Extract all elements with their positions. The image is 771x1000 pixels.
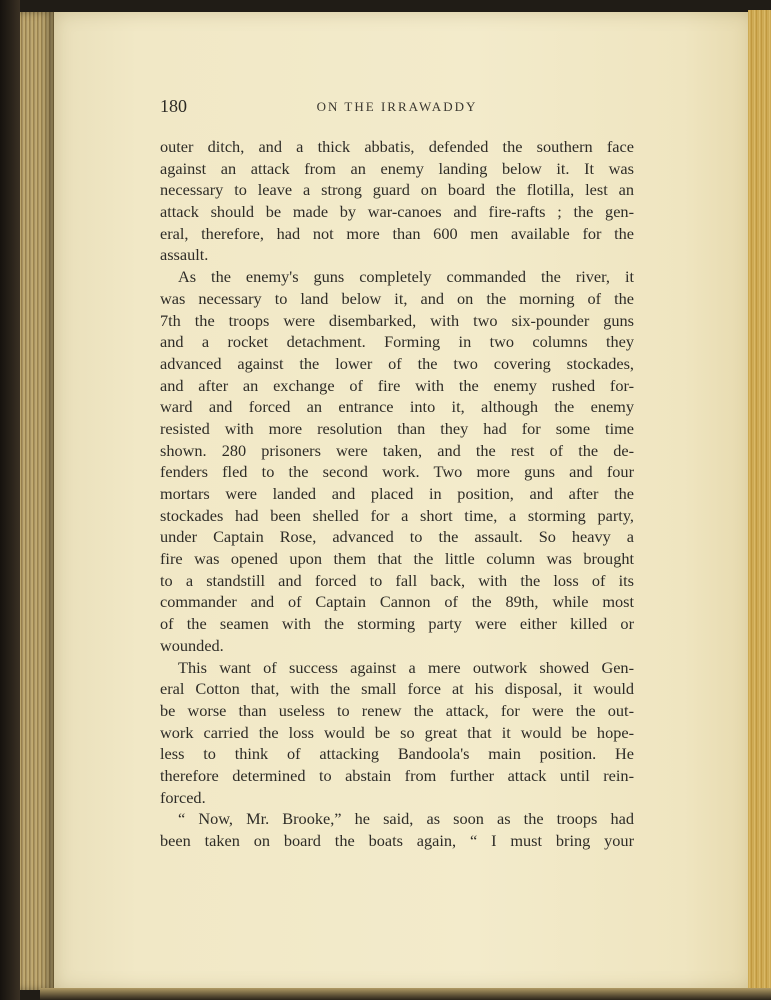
text-line: This want of success against a mere outwork showed Gen- — [178, 657, 634, 677]
text-line: As the enemy's guns completely commanded the river, it — [178, 267, 634, 287]
text-line: eral, therefore, had not more than 600 men available for the — [160, 223, 634, 243]
text-line: mortars were landed and placed in position, and after the — [160, 484, 634, 503]
page-number: 180 — [160, 96, 187, 116]
text-line: attack should be made by war-canoes and fire-rafts ; the gen- — [160, 202, 634, 222]
book-spine — [0, 0, 20, 1000]
text-line: forced. — [160, 787, 206, 807]
text-line: ward and forced an entrance into it, although the enemy — [160, 397, 634, 417]
body-text — [160, 136, 634, 852]
text-line: shown. 280 prisoners were taken, and the rest of the de- — [160, 440, 634, 460]
text-line: and a rocket detachment. Forming in two columns they — [160, 332, 634, 352]
text-line: fire was opened upon them that the little column was brought — [160, 549, 634, 569]
text-line: stockades had been shelled for a short time, a storming party, — [160, 505, 634, 525]
page-edges-right — [748, 10, 771, 995]
text-line: “ Now, Mr. Brooke,” he said, as soon as the troops had — [178, 809, 634, 829]
text-line: work carried the loss would be so great that it would be hope- — [160, 722, 634, 742]
text-line: and after an exchange of fire with the enemy rushed for- — [160, 375, 634, 395]
page-edges-left — [20, 12, 54, 990]
text-line: therefore determined to abstain from further attack until rein- — [160, 765, 634, 785]
text-line: of the seamen with the storming party were either killed or — [160, 614, 634, 634]
text-line: 7th the troops were disembarked, with two six-pounder guns — [160, 310, 634, 330]
text-line: against an attack from an enemy landing below it. It was — [160, 158, 634, 178]
text-line: necessary to leave a strong guard on board the flotilla, lest an — [160, 180, 634, 200]
text-line: fenders fled to the second work. Two more guns and four — [160, 462, 634, 482]
page-header — [160, 96, 634, 122]
text-line: wounded. — [160, 635, 224, 655]
text-line: be worse than useless to renew the attack, for were the out- — [160, 700, 634, 720]
text-line: been taken on board the boats again, “ I must bring your — [160, 831, 634, 850]
text-line: assault. — [160, 245, 209, 265]
text-line: resisted with more resolution than they had for some time — [160, 418, 634, 438]
running-title: ON THE IRRAWADDY — [316, 99, 478, 114]
text-line: to a standstill and forced to fall back, with the loss of its — [160, 570, 634, 590]
text-line: outer ditch, and a thick abbatis, defended the southern face — [160, 137, 634, 156]
text-line: less to think of attacking Bandoola's main position. He — [160, 744, 634, 764]
page-edges-bottom — [40, 988, 771, 1000]
text-line: under Captain Rose, advanced to the assault. So heavy a — [160, 527, 634, 547]
text-line: commander and of Captain Cannon of the 89th, while most — [160, 592, 634, 612]
text-line: advanced against the lower of the two covering stockades, — [160, 353, 634, 373]
text-line: was necessary to land below it, and on the morning of the — [160, 288, 634, 308]
text-line: eral Cotton that, with the small force at his disposal, it would — [160, 679, 634, 699]
